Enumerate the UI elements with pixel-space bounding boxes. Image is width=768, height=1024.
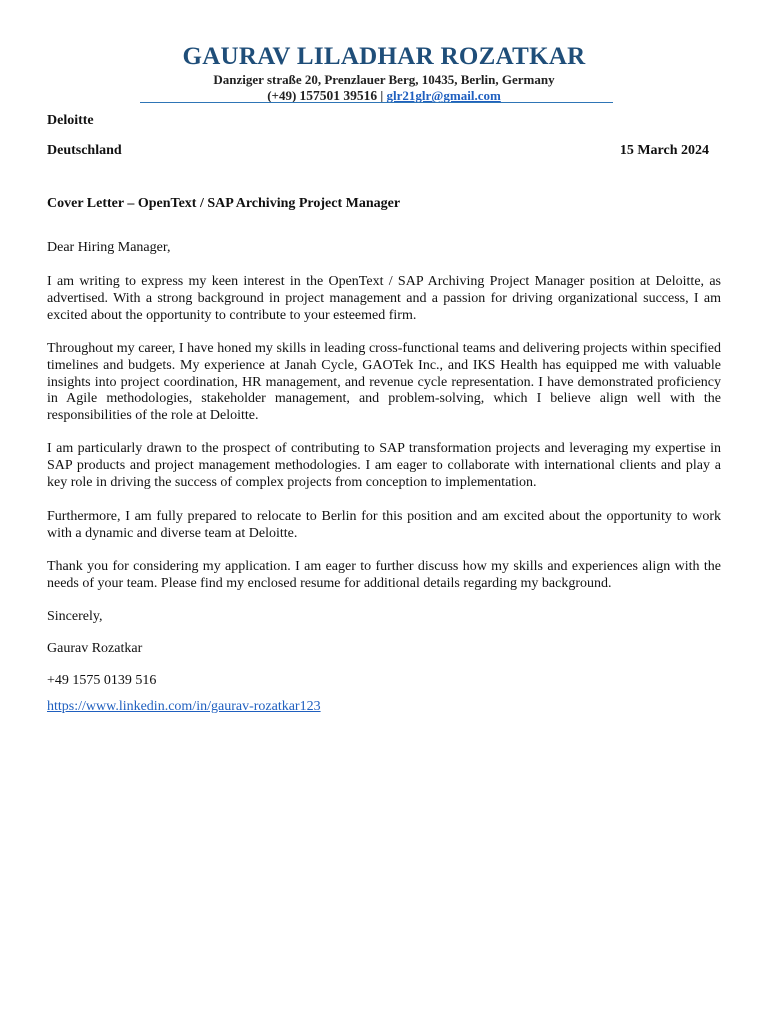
letter-subject: Cover Letter – OpenText / SAP Archiving Project Manager <box>47 196 401 211</box>
phone-number: 157501 39516 <box>299 88 378 103</box>
body-paragraph-3: I am particularly drawn to the prospect of contributing to SAP transformation projects and leveraging my expertise in SAP products and project management methodologies. I am eager to collaborate with international clients and play a key role in driving the success of complex projects from conception to implementation. <box>47 441 721 490</box>
recipient-country: Deutschland <box>47 143 122 158</box>
body-paragraph-2: Throughout my career, I have honed my skills in leading cross-functional teams and delivering projects within specified timelines and budgets. My experience at Janah Cycle, GAOTek Inc., and IKS Health has equipped me with valuable insights into project coordination, HR management, and revenue cycle representation. I have demonstrated proficiency in Agile methodologies, stakeholder management, and problem-solving, which I believe align well with the responsibilities of the role at Deloitte. <box>47 341 721 424</box>
letterhead <box>0 42 768 104</box>
recipient-company: Deloitte <box>47 113 94 128</box>
body-paragraph-1: I am writing to express my keen interest in the OpenText / SAP Archiving Project Manager position at Deloitte, as advertised. With a strong background in project management and a passion for driving organizational success, I am excited about the opportunity to contribute to your esteemed firm. <box>47 274 721 323</box>
body-paragraph-4: Furthermore, I am fully prepared to relocate to Berlin for this position and am excited about the opportunity to work with a dynamic and diverse team at Deloitte. <box>47 509 721 541</box>
letter-date: 15 March 2024 <box>619 143 709 158</box>
email-link[interactable]: glr21glr@gmail.com <box>386 88 501 103</box>
body-paragraph-5: Thank you for considering my application. I am eager to further discuss how my skills and experiences align with the needs of your team. Please find my enclosed resume for additional details regarding my background. <box>47 559 721 591</box>
linkedin-link[interactable]: https://www.linkedin.com/in/gaurav-rozatkar123 <box>47 699 321 714</box>
signature-name: Gaurav Rozatkar <box>47 641 143 656</box>
closing: Sincerely, <box>47 609 103 624</box>
signature-phone: +49 1575 0139 516 <box>47 673 157 688</box>
applicant-address: Danziger straße 20, Prenzlauer Berg, 10435, Berlin, Germany <box>213 72 555 87</box>
header-divider <box>140 102 613 103</box>
contact-separator: | <box>380 88 384 103</box>
salutation: Dear Hiring Manager, <box>47 240 171 255</box>
applicant-name: GAURAV LILADHAR ROZATKAR <box>182 43 586 70</box>
phone-code: (+49) <box>267 88 297 103</box>
